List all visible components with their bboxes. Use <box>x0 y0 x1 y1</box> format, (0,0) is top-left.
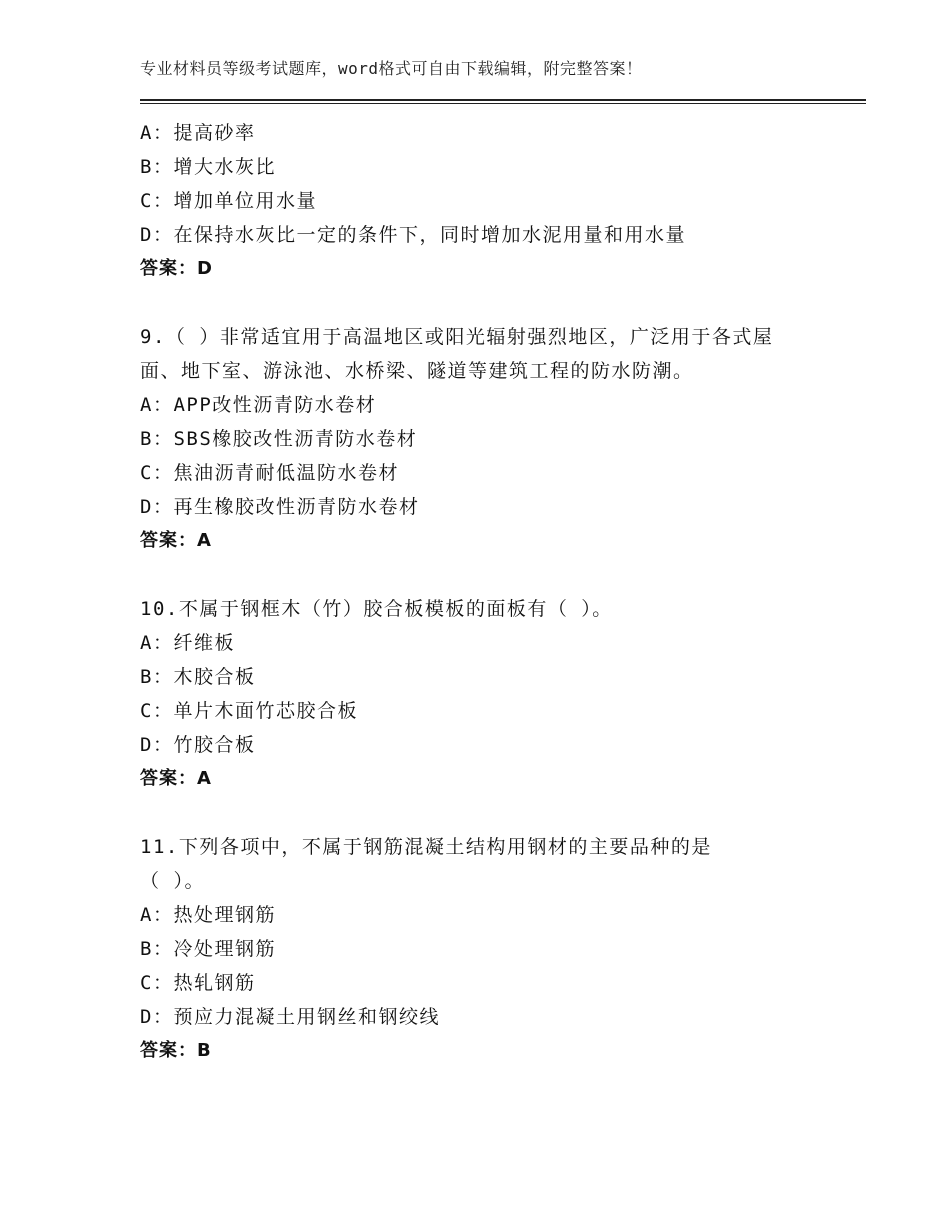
spacer <box>140 286 840 320</box>
option-c: C：单片木面竹芯胶合板 <box>140 700 358 722</box>
question-stem-continued: （ ）。 <box>140 870 205 892</box>
question-stem: 10.不属于钢框木（竹）胶合板模板的面板有（ ）。 <box>140 598 613 620</box>
question-10 <box>140 592 840 796</box>
answer: 答案：A <box>140 768 212 789</box>
option-b: B：SBS橡胶改性沥青防水卷材 <box>140 428 418 450</box>
question-11 <box>140 830 840 1068</box>
answer: 答案：A <box>140 530 212 551</box>
page-header: 专业材料员等级考试题库，word格式可自由下载编辑，附完整答案！ <box>140 59 643 78</box>
option-d: D：在保持水灰比一定的条件下，同时增加水泥用量和用水量 <box>140 224 686 246</box>
option-d: D：再生橡胶改性沥青防水卷材 <box>140 496 420 518</box>
option-a: A：提高砂率 <box>140 122 256 144</box>
option-b: B：冷处理钢筋 <box>140 938 276 960</box>
question-stem-continued: 面、地下室、游泳池、水桥梁、隧道等建筑工程的防水防潮。 <box>140 360 694 382</box>
option-a: A：纤维板 <box>140 632 235 654</box>
question-stem: 11.下列各项中，不属于钢筋混凝土结构用钢材的主要品种的是 <box>140 836 712 858</box>
option-b: B：增大水灰比 <box>140 156 276 178</box>
option-c: C：热轧钢筋 <box>140 972 256 994</box>
question-8 <box>140 116 840 286</box>
option-c: C：焦油沥青耐低温防水卷材 <box>140 462 399 484</box>
question-9 <box>140 320 840 558</box>
spacer <box>140 796 840 830</box>
option-d: D：竹胶合板 <box>140 734 256 756</box>
option-c: C：增加单位用水量 <box>140 190 317 212</box>
header-rule-thick <box>140 99 866 101</box>
question-list <box>140 116 840 1068</box>
header-rule-thin <box>140 103 866 104</box>
option-b: B：木胶合板 <box>140 666 256 688</box>
option-a: A：APP改性沥青防水卷材 <box>140 394 377 416</box>
option-a: A：热处理钢筋 <box>140 904 276 926</box>
question-stem: 9.（ ）非常适宜用于高温地区或阳光辐射强烈地区，广泛用于各式屋 <box>140 326 774 348</box>
option-d: D：预应力混凝土用钢丝和钢绞线 <box>140 1006 440 1028</box>
answer: 答案：B <box>140 1040 212 1061</box>
answer: 答案：D <box>140 258 213 279</box>
spacer <box>140 558 840 592</box>
